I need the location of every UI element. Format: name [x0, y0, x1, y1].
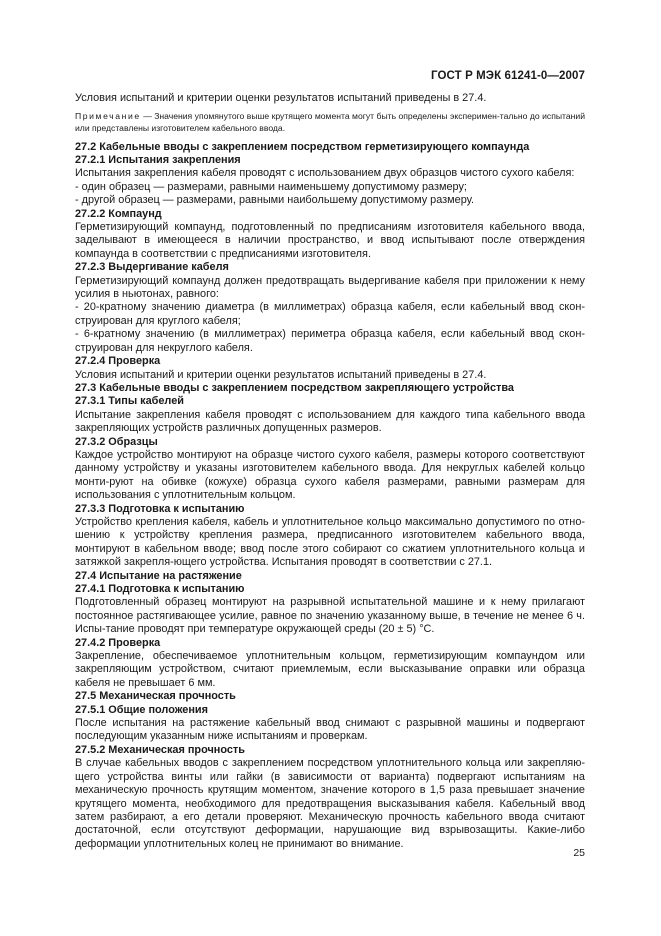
list-item: - 20-кратному значению диаметра (в миллиметрах) образца кабеля, если кабельный ввод скон-струирован для круглого кабеля;	[75, 301, 585, 327]
section-heading-27-3-3: 27.3.3 Подготовка к испытанию	[75, 502, 245, 515]
paragraph: Условия испытаний и критерии оценки результатов испытаний приведены в 27.4.	[75, 368, 487, 381]
section-heading-27-2-3: 27.2.3 Выдергивание кабеля	[75, 261, 229, 274]
paragraph: В случае кабельных вводов с закреплением посредством уплотнительного кольца или закрепляю-щего устройства винты или гайки (в зависимости от варианта) подвергают испытаниям на механическую прочность крутящим моментом, значение которого в 1,5 раза превышает значение крутящего момента, необходимого для предотвращения высказывания кабеля. Кабельный ввод затем разбирают, а его детали проверяют. Механическую прочность кабельного ввода считают достаточной, если отсутствуют деформации, нарушающие вид взрывозащиты. Какие-либо деформации уплотнительных колец не принимают во внимание.	[75, 757, 585, 850]
section-heading-27-3-2: 27.3.2 Образцы	[75, 435, 158, 448]
paragraph: Закрепление, обеспечиваемое уплотнительным кольцом, герметизирующим компаундом или закрепляющим устройством, считают приемлемым, если высказывание оправки или образца кабеля не превышает 6 мм.	[75, 650, 585, 689]
paragraph: Герметизирующий компаунд, подготовленный по предписаниям изготовителя кабельного ввода, заделывают в имеющееся в наличии пространство, и ввод испытывают после отверждения компаунда в соответствии с предписаниями изготовителя.	[75, 221, 585, 260]
list-item: - другой образец — размерами, равными наибольшему допустимому размеру.	[75, 194, 475, 207]
list-item: - один образец — размерами, равными наименьшему допустимому размеру;	[75, 180, 467, 193]
paragraph: Подготовленный образец монтируют на разрывной испытательной машине и к нему прилагают постоянное растягивающее усилие, равное по значению указанному выше, в течение не менее 6 ч. Испы-тание проводят при температуре окружающей среды (20 ± 5) °С.	[75, 596, 585, 636]
section-heading-27-5: 27.5 Механическая прочность	[75, 690, 236, 703]
section-heading-27-2: 27.2 Кабельные вводы с закреплением посредством герметизирующего компаунда	[75, 140, 530, 153]
note-text: — Значения упомянутого выше крутящего момента могут быть определены эксперимен-тально до испытаний или представлены изготовителем кабельного ввода.	[75, 111, 585, 133]
paragraph: Герметизирующий компаунд должен предотвращать выдергивание кабеля при приложении к нему усилия в ньютонах, равного:	[75, 274, 585, 301]
page-number: 25	[573, 847, 585, 859]
section-heading-27-4-1: 27.4.1 Подготовка к испытанию	[75, 583, 245, 595]
paragraph: Каждое устройство монтируют на образце чистого сухого кабеля, размеры которого соответствуют данному устройству и указаны изготовителем кабельного ввода. Для некруглых кабелей кольцо монти-руют на обивке (кожухе) образца сухого кабеля размерами, равными размерам для использования с уплотнительным кольцом.	[75, 448, 585, 502]
paragraph: После испытания на растяжение кабельный ввод снимают с разрывной машины и подвергают последующим указанным ниже испытаниям и проверкам.	[75, 717, 585, 743]
section-heading-27-4-2: 27.4.2 Проверка	[75, 636, 161, 649]
section-heading-27-5-1: 27.5.1 Общие положения	[75, 703, 208, 716]
paragraph: Условия испытаний и критерии оценки результатов испытаний приведены в 27.4.	[75, 92, 487, 104]
section-heading-27-2-2: 27.2.2 Компаунд	[75, 207, 162, 220]
note	[75, 111, 585, 134]
paragraph: Испытания закрепления кабеля проводят с использованием двух образцов чистого сухого кабеля:	[75, 167, 575, 180]
section-heading-27-5-2: 27.5.2 Механическая прочность	[75, 743, 245, 756]
section-heading-27-3: 27.3 Кабельные вводы с закреплением посредством закрепляющего устройства	[75, 381, 514, 394]
standard-header: ГОСТ Р МЭК 61241-0—2007	[431, 70, 585, 82]
section-heading-27-3-1: 27.3.1 Типы кабелей	[75, 395, 184, 408]
list-item: - 6-кратному значению (в миллиметрах) периметра образца кабеля, если кабельный ввод скон-струирован для некруглого кабеля.	[75, 328, 585, 354]
section-heading-27-4: 27.4 Испытание на растяжение	[75, 569, 242, 582]
document-body	[75, 92, 585, 851]
paragraph: Устройство крепления кабеля, кабель и уплотнительное кольцо максимально допустимого по отно-шению к устройству крепления размера, предписанного изготовителем кабельного ввода, монтируют в кабельном вводе; ввод после этого собирают со сжатием уплотнительного кольца и затяжкой закрепля-ющего устройства. Испытания проводят в соответствии с 27.1.	[75, 515, 585, 569]
paragraph: Испытание закрепления кабеля проводят с использованием для каждого типа кабельного ввода закрепляющих устройств различных допущенных размеров.	[75, 408, 585, 435]
section-heading-27-2-1: 27.2.1 Испытания закрепления	[75, 154, 241, 166]
section-heading-27-2-4: 27.2.4 Проверка	[75, 355, 161, 368]
note-label: Примечание	[75, 111, 141, 122]
